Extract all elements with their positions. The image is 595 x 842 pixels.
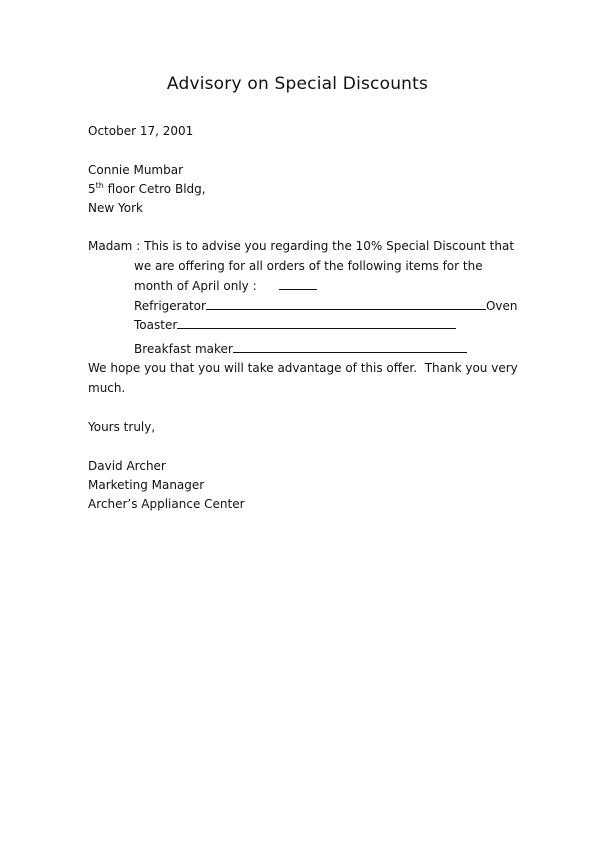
blank-line (279, 278, 317, 290)
recipient-floor (88, 182, 206, 197)
item-breakfast-row (134, 341, 467, 357)
item-fill-line (206, 298, 486, 310)
body-line-3-text: month of April only : (134, 279, 257, 293)
item-refrigerator-row (134, 298, 518, 314)
recipient-name: Connie Mumbar (88, 163, 184, 177)
document-title: Advisory on Special Discounts (166, 74, 429, 94)
item-toaster-row (134, 317, 456, 333)
item-fill-line (177, 317, 456, 329)
floor-rest: floor Cetro Bldg, (103, 182, 206, 196)
item-breakfast-maker: Breakfast maker (134, 342, 233, 356)
salutation (88, 239, 514, 254)
floor-suffix: th (95, 181, 104, 190)
recipient-city: New York (88, 201, 143, 215)
signer-role: Marketing Manager (88, 478, 205, 492)
item-oven: Oven (485, 299, 518, 313)
item-refrigerator: Refrigerator (134, 299, 206, 313)
body-line-3 (134, 278, 317, 294)
signer-company: Archer’s Appliance Center (88, 497, 245, 511)
signoff: Yours truly, (88, 420, 156, 434)
item-fill-line (233, 341, 467, 353)
salutation-separator: : (136, 239, 141, 253)
salutation-text: Madam (88, 239, 133, 253)
body-line-1: This is to advise you regarding the 10% Special Discount that (144, 239, 515, 253)
closing-line-1: We hope you that you will take advantage of this offer. Thank you very (88, 361, 518, 375)
item-toaster: Toaster (134, 318, 178, 332)
closing-line-2: much. (88, 381, 126, 395)
signer-name: David Archer (88, 459, 166, 473)
floor-number: 5 (88, 182, 96, 196)
letter-date: October 17, 2001 (88, 124, 194, 138)
body-line-2: we are offering for all orders of the following items for the (134, 259, 483, 273)
